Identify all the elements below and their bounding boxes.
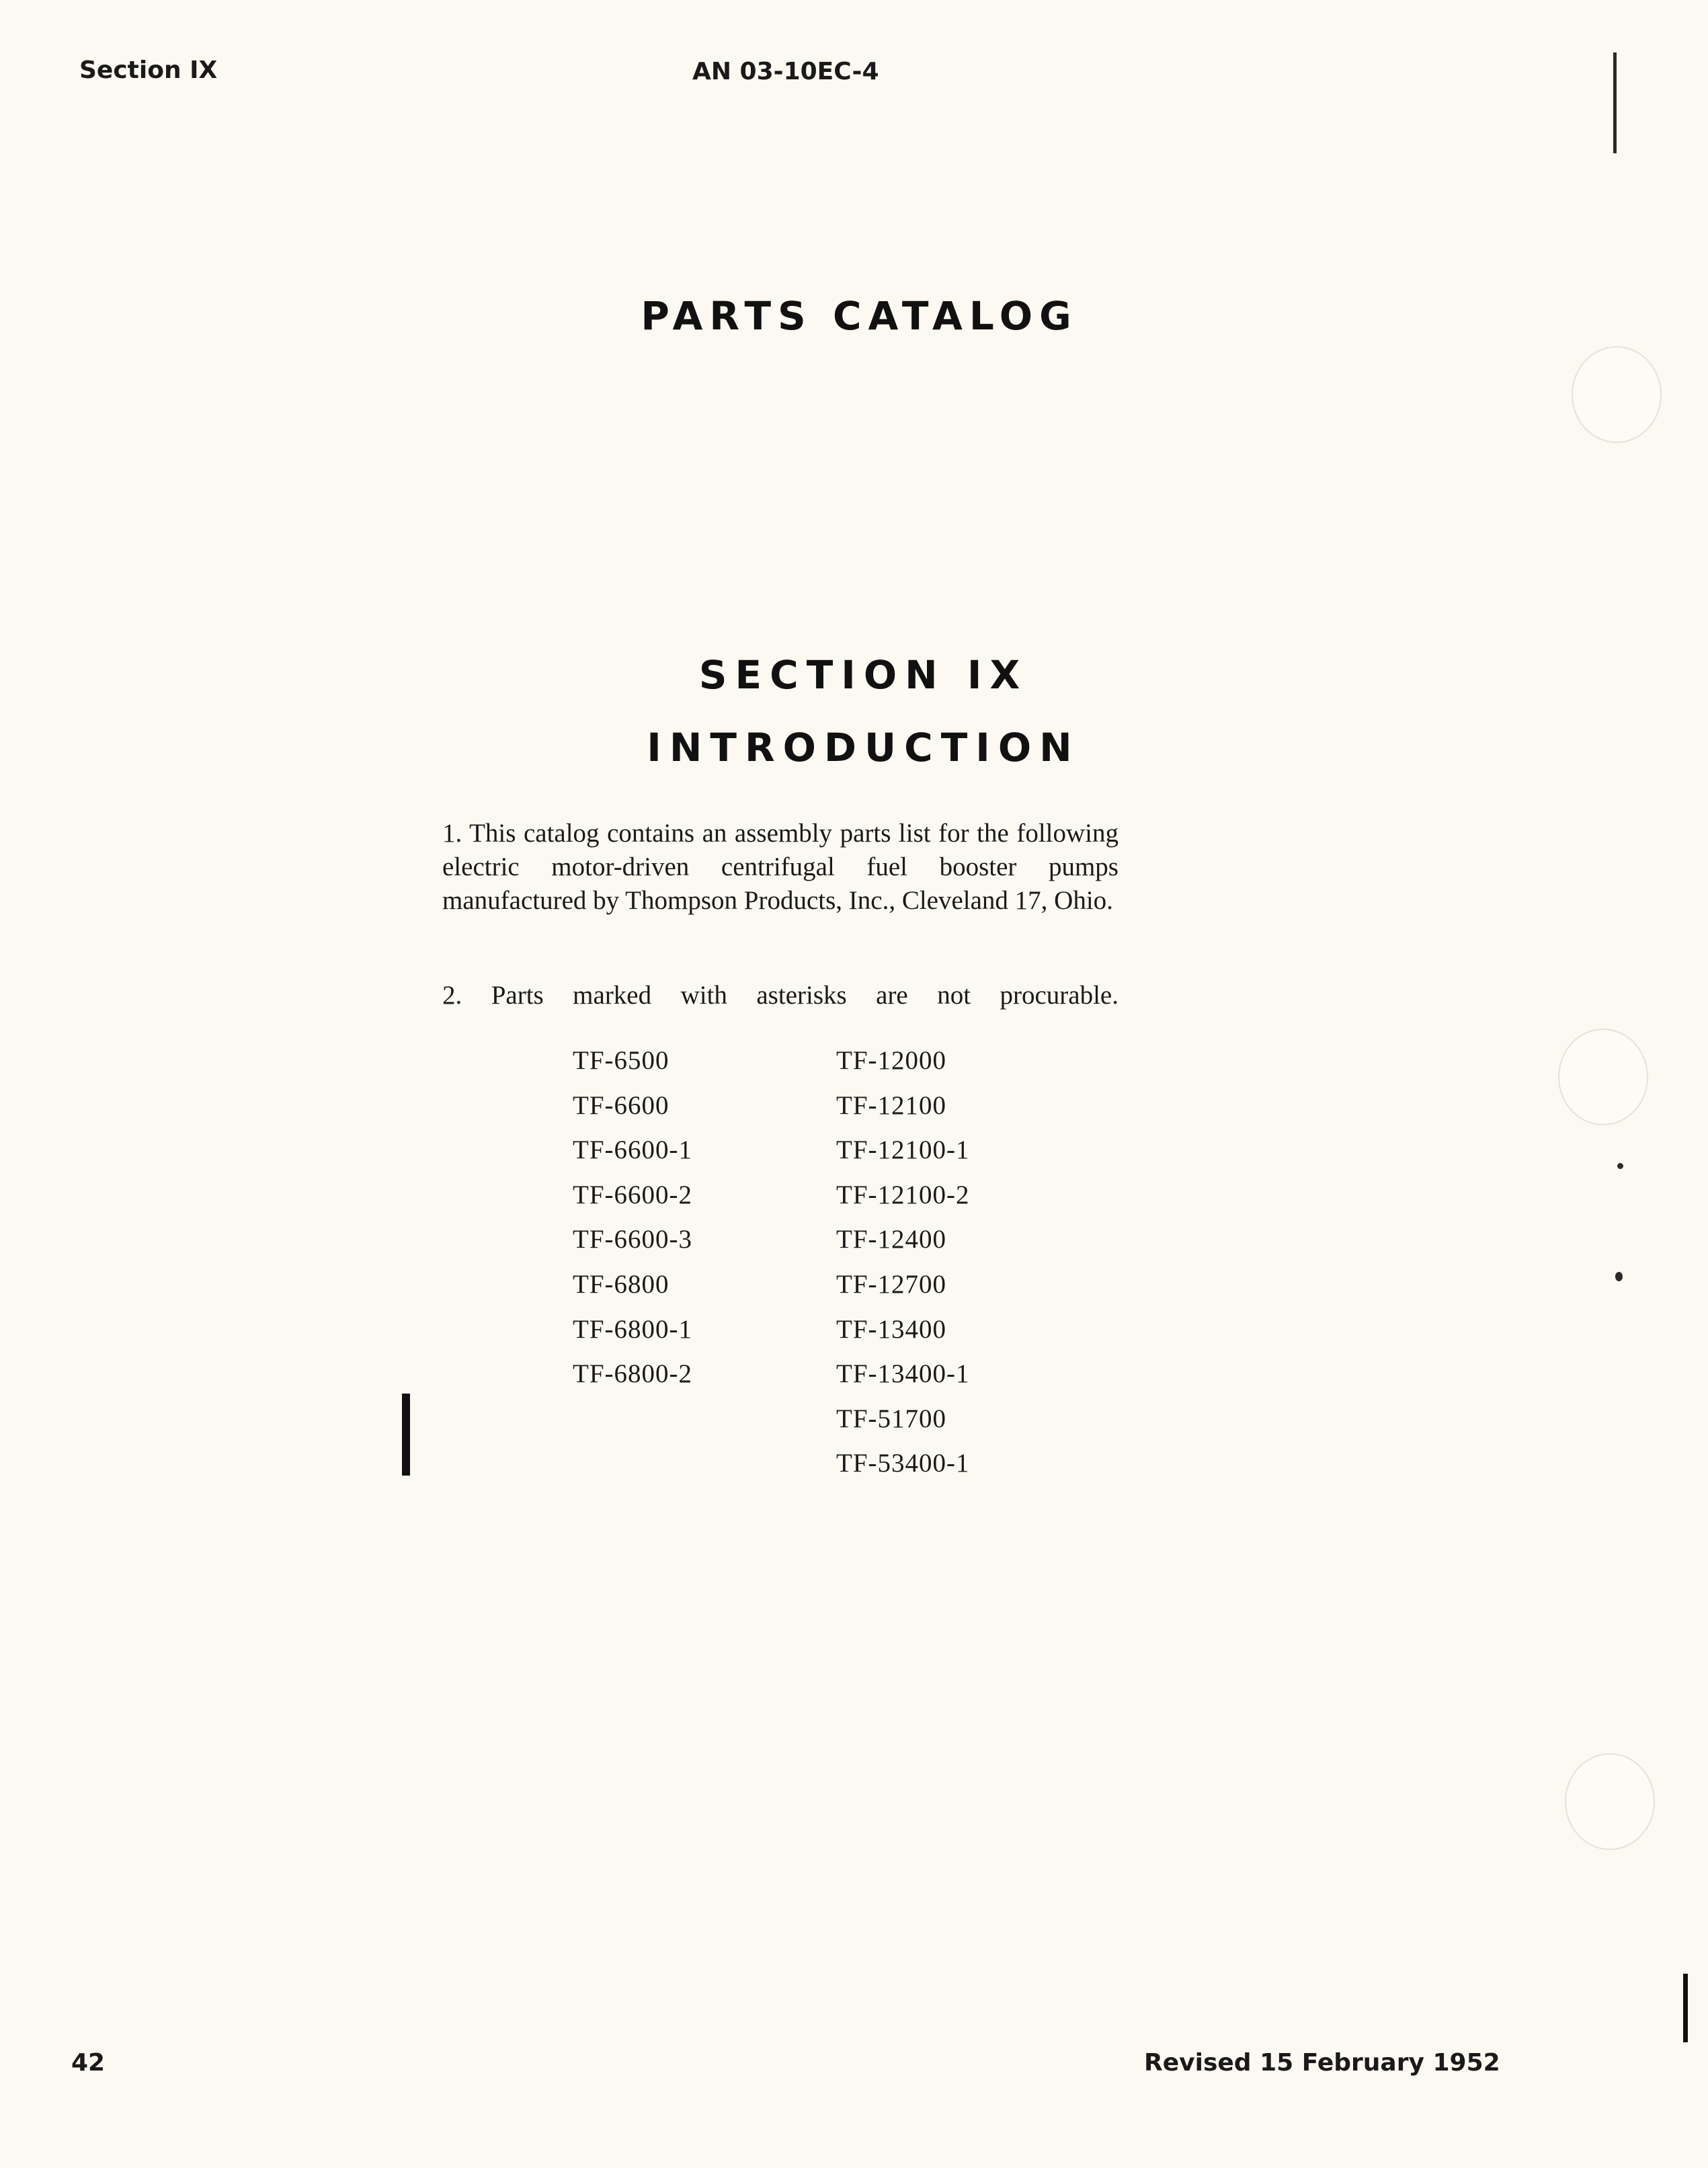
model-item: TF-13400-1: [836, 1359, 970, 1389]
model-item: TF-12100: [836, 1090, 946, 1120]
model-item: TF-6600-1: [573, 1135, 692, 1165]
change-bar: [1683, 1974, 1688, 2042]
model-item: TF-6800-1: [573, 1314, 692, 1344]
edge-mark: [1613, 52, 1617, 153]
model-item: TF-6800-2: [573, 1359, 692, 1389]
paragraph-2: 2. Parts marked with asterisks are not procurable.: [442, 981, 1119, 1010]
binder-hole: [1572, 346, 1662, 443]
header-section-label: Section IX: [79, 56, 218, 84]
parts-catalog-title: PARTS CATALOG: [641, 293, 1078, 339]
model-item: TF-6600: [573, 1090, 669, 1120]
edge-mark: [1615, 1272, 1623, 1281]
model-item: TF-12700: [836, 1269, 946, 1299]
model-list-right: [836, 1039, 970, 1486]
page-number: 42: [71, 2049, 106, 2077]
model-list-left: [573, 1039, 692, 1397]
binder-hole: [1565, 1753, 1655, 1850]
model-item: TF-6600-3: [573, 1225, 692, 1254]
model-item: TF-12000: [836, 1046, 946, 1075]
edge-mark: [1617, 1163, 1623, 1169]
binder-hole: [1558, 1029, 1648, 1125]
model-item: TF-12100-2: [836, 1180, 970, 1209]
model-item: TF-53400-1: [836, 1449, 970, 1478]
model-item: TF-6600-2: [573, 1180, 692, 1209]
model-item: TF-51700: [836, 1404, 946, 1433]
model-item: TF-6800: [573, 1269, 669, 1299]
model-item: TF-13400: [836, 1314, 946, 1344]
section-title: SECTION IX: [698, 652, 1028, 698]
revision-date: Revised 15 February 1952: [1144, 2049, 1500, 2077]
model-item: TF-6500: [573, 1046, 669, 1075]
paragraph-1: 1. This catalog contains an assembly parts list for the following electric motor-driven centrifugal fuel booster pumps manufactured by Thompson Products, Inc., Cleveland 17, Ohio.: [442, 819, 1119, 915]
introduction-title: INTRODUCTION: [647, 725, 1080, 770]
model-item: TF-12400: [836, 1225, 946, 1254]
model-item: TF-12100-1: [836, 1135, 970, 1165]
header-document-number: AN 03-10EC-4: [692, 58, 879, 85]
change-bar: [402, 1394, 410, 1476]
